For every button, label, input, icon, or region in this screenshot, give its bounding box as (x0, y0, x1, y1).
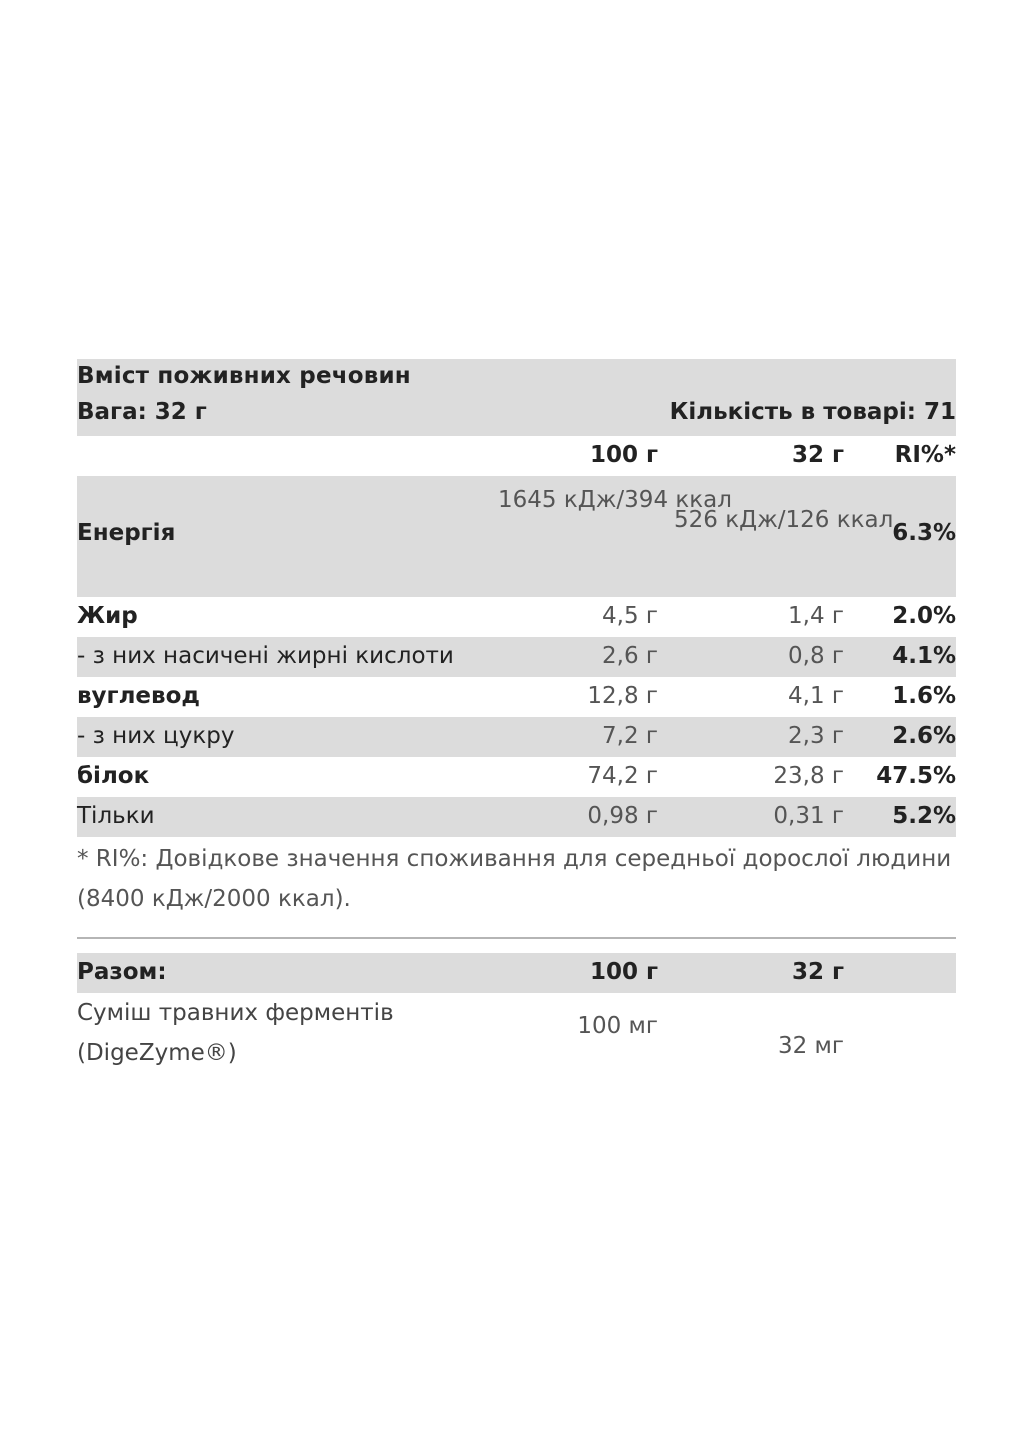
row-per-serving: 526 кДж/126 ккал (674, 507, 894, 533)
table-row-carbohydrate (77, 677, 956, 717)
table-row-protein (77, 757, 956, 797)
serving-weight: Вага: 32 г (77, 399, 207, 425)
enzyme-per100: 100 мг (577, 1013, 658, 1039)
row-per100: 74,2 г (587, 763, 658, 789)
row-ri: 47.5% (876, 763, 956, 789)
row-ri: 4.1% (892, 643, 956, 669)
row-name: Жир (77, 603, 138, 629)
table-row-enzymes (77, 993, 956, 1083)
row-per-serving: 23,8 г (773, 763, 844, 789)
row-name: - з них цукру (77, 723, 235, 749)
totals-per-serving: 32 г (791, 959, 844, 985)
column-header-row (77, 436, 956, 476)
enzyme-name: Суміш травних ферментів (DigeZyme®) (77, 1000, 394, 1066)
row-ri: 2.0% (892, 603, 956, 629)
enzyme-per-serving: 32 мг (777, 1033, 844, 1059)
row-per100: 7,2 г (602, 723, 658, 749)
row-name: білок (77, 763, 150, 789)
row-name: вуглевод (77, 683, 200, 709)
row-per-serving: 4,1 г (788, 683, 844, 709)
row-ri: 1.6% (892, 683, 956, 709)
table-row-salt (77, 797, 956, 837)
servings-count: Кількість в товарі: 71 (669, 399, 956, 425)
row-per100: 1645 кДж/394 ккал (498, 487, 732, 513)
row-per-serving: 2,3 г (788, 723, 844, 749)
column-per100: 100 г (589, 442, 658, 468)
table-row-fat (77, 597, 956, 637)
nutrition-table (77, 359, 956, 1083)
table-title: Вміст поживних речовин (77, 363, 411, 389)
row-ri: 5.2% (892, 803, 956, 829)
row-name: - з них насичені жирні кислоти (77, 643, 454, 669)
row-name: Тільки (77, 803, 155, 829)
table-row-energy (77, 476, 956, 597)
totals-label: Разом: (77, 959, 167, 985)
row-per100: 12,8 г (587, 683, 658, 709)
row-per-serving: 1,4 г (788, 603, 844, 629)
column-per-serving: 32 г (791, 442, 844, 468)
table-row-saturated-fat (77, 637, 956, 677)
table-row-sugars (77, 717, 956, 757)
totals-per100: 100 г (589, 959, 658, 985)
row-per100: 2,6 г (602, 643, 658, 669)
row-ri: 2.6% (892, 723, 956, 749)
totals-header-row (77, 953, 956, 993)
row-per100: 0,98 г (587, 803, 658, 829)
ri-footnote: * RI%: Довідкове значення споживання для середньої дорослої людини (8400 кДж/2000 ккал). (77, 846, 952, 912)
column-ri: RI%* (894, 442, 956, 468)
row-name: Енергія (77, 520, 176, 546)
row-per100: 4,5 г (602, 603, 658, 629)
table-header (77, 359, 956, 436)
row-ri: 6.3% (892, 520, 956, 546)
row-per-serving: 0,31 г (773, 803, 844, 829)
row-per-serving: 0,8 г (788, 643, 844, 669)
divider (77, 937, 956, 939)
